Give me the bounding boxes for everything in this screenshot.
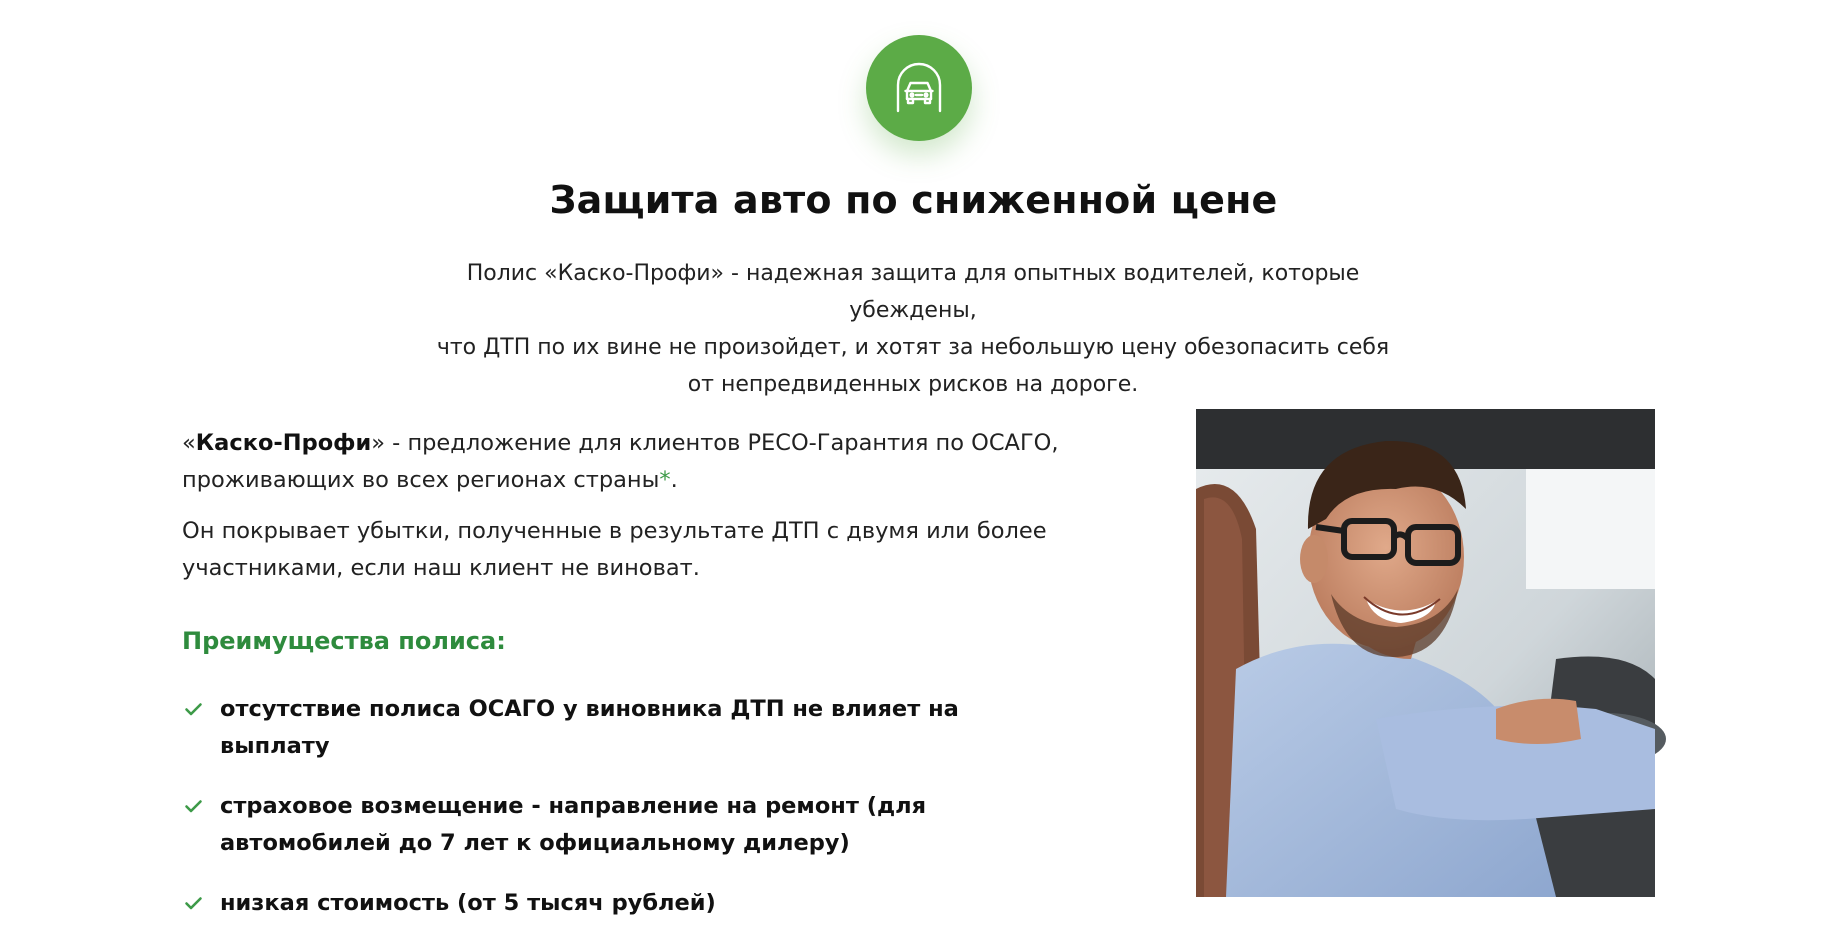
coverage-line: участниками, если наш клиент не виноват. — [182, 555, 700, 581]
benefit-text: страховое возмещение - направление на ремонт (для — [220, 793, 927, 819]
product-name: Каско-Профи — [195, 430, 372, 456]
check-icon — [185, 897, 202, 910]
intro-line: что ДТП по их вине не произойдет, и хотят за небольшую цену обезопасить себя — [436, 335, 1390, 360]
intro-line: Полис «Каско-Профи» - надежная защита для опытных водителей, которые убеждены, — [466, 261, 1360, 323]
benefit-item — [182, 788, 1062, 862]
offer-line-rest: » - предложение для клиентов РЕСО-Гарантия по ОСАГО, — [371, 430, 1059, 456]
page-title: Защита авто по сниженной цене — [549, 178, 1278, 222]
benefit-text: автомобилей до 7 лет к официальному дилеру) — [220, 830, 850, 856]
offer-line-2: проживающих во всех регионах страны — [182, 467, 660, 493]
benefit-text: низкая стоимость (от 5 тысяч рублей) — [220, 890, 716, 916]
intro-line: от непредвиденных рисков на дороге. — [687, 372, 1139, 397]
benefit-item — [182, 691, 1062, 765]
benefits-heading: Преимущества полиса: — [182, 627, 506, 655]
check-icon — [185, 800, 202, 813]
hero-icon-circle — [866, 35, 972, 141]
benefit-text: отсутствие полиса ОСАГО у виновника ДТП не влияет на выплату — [220, 696, 959, 759]
intro-text — [413, 255, 1413, 403]
offer-line — [182, 425, 1062, 462]
coverage-paragraph — [182, 513, 1062, 587]
offer-paragraph — [182, 425, 1062, 499]
quote-open: « — [182, 430, 196, 456]
check-icon — [185, 703, 202, 716]
benefit-item — [182, 885, 1062, 922]
offer-period: . — [670, 467, 678, 493]
benefits-list — [182, 691, 1062, 922]
car-garage-icon — [892, 61, 946, 115]
footnote-asterisk-link[interactable]: * — [659, 467, 671, 493]
coverage-line: Он покрывает убытки, полученные в результате ДТП с двумя или более — [182, 518, 1047, 544]
smiling-driver-photo — [1196, 409, 1655, 897]
offer-line — [182, 462, 1062, 499]
content-column — [182, 425, 1062, 945]
